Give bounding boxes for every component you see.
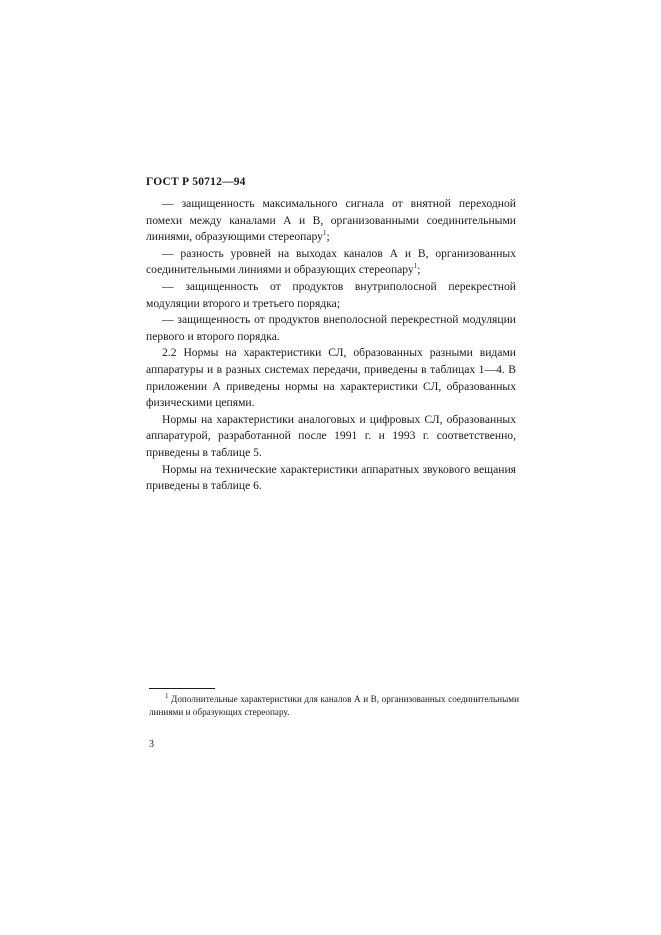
footnote-ref: 1 [413,262,418,271]
paragraph-section-2-2: 2.2 Нормы на характеристики СЛ, образованных разными видами аппаратуры и в разных системах передачи, приведены в таблицах 1—4. В приложении А приведены нормы на характеристики СЛ, образованных физическими цепями. [146,346,516,410]
paragraph-outband-intermod: — защищенность от продуктов внеполосной перекрестной модуляции первого и второго порядка. [146,313,516,343]
footnote-ref: 1 [322,229,327,238]
paragraph-inband-intermod: — защищенность от продуктов внутриполосной перекрестной модуляции второго и третьего порядка; [146,279,516,310]
page-number: 3 [149,739,154,750]
footnote-text: Дополнительные характеристики для каналов А и В, организованных соединительными линиями и образующих стереопару. [149,694,519,717]
document-code-header: ГОСТ Р 50712—94 [146,176,246,188]
paragraph-crosstalk-protection: — защищенность максимального сигнала от внятной переходной помехи между каналами А и В, организованными соединительными линиями, образующими стереопару$^1$; [146,197,516,244]
footnote-divider [149,688,215,689]
body-text [146,196,516,495]
footnote-marker: 1 [165,691,169,700]
paragraph-analog-digital-norms: Нормы на характеристики аналоговых и цифровых СЛ, образованных аппаратурой, разработанной после 1991 г. и 1993 г. соответственно, приведены в таблице 5. [146,412,516,459]
paragraph-level-difference: — разность уровней на выходах каналов А и В, организованных соединительными линиями и образующих стереопару$^1$; [146,246,516,277]
paragraph-broadcast-norms: Нормы на технические характеристики аппаратных звукового вещания приведены в таблице 6. [146,462,516,493]
footnote [149,693,519,719]
